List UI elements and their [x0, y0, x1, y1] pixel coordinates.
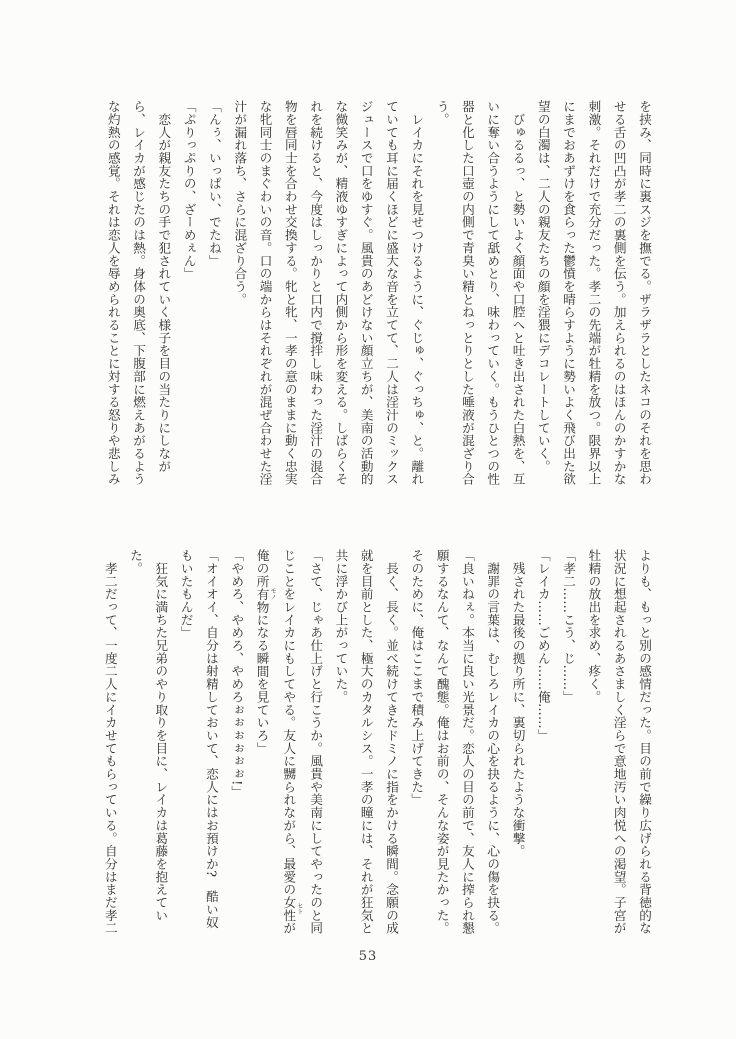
text-line: もいたもんだ」 — [178, 549, 194, 639]
text-line: た。 — [128, 549, 144, 575]
text-line: れを続けると、今度はしっかりと口内で撹拌し味わった淫汁の混合 — [308, 100, 324, 486]
text-line: 残された最後の拠り所に、裏切られたような衝撃。 — [510, 549, 526, 858]
text-line: 汁が漏れ落ち、さらに混ざり合う。 — [232, 100, 248, 306]
text-line: 「レイカ……ごめん……俺……」 — [535, 549, 551, 742]
text-line: 器と化した口壺の内側で青臭い精とねっとりとした唾液が混ざり合 — [459, 100, 475, 486]
ruby-annotated-word: 所有物 モノ — [254, 574, 277, 614]
page-number: 53 — [358, 949, 378, 964]
text-line: 俺の所有物 モノになる瞬間を見ていろ」 — [254, 549, 277, 755]
text-line: ていても耳に届くほどに盛大な音を立てて、二人は淫汁のミックス — [384, 100, 400, 486]
text-line: 牡精の放出を求め、疼く。 — [586, 549, 602, 704]
text-line: を挟み、同時に裏スジを撫でる。ザラザラとしたネコのそれを思わ — [637, 100, 652, 486]
text-line: 「やめろ、やめろ、やめろぉぉぉぉぉぉ!」 — [229, 549, 245, 799]
text-block-bottom — [97, 549, 657, 937]
text-line: 狂気に満ちた兄弟のやり取りを目に、レイカは葛藤を抱えてい — [153, 549, 169, 922]
text-line: 「んぅ、いっぱい、でたね」 — [206, 100, 222, 268]
text-line: せる舌の凹凸が孝二の裏側を伝う。加えられるのはほんのかすかな — [611, 100, 627, 486]
text-line: じことをレイカにもしてやる。友人に嬲られながら、最愛の女性 ヒトが — [281, 549, 303, 935]
text-line: よりも、もっと別の感情だった。目の前で繰り広げられる背徳的な — [637, 549, 652, 935]
text-line: 「さて、じゃあ仕上げと行こうか。風貴や美南にしてやったのと同 — [308, 549, 324, 935]
ruby-annotated-word: 女性 ヒト — [281, 895, 303, 922]
text-line: 「良いねぇ。本当に良い光景だ。恋人の目の前で、友人に搾られ懇 — [459, 549, 475, 935]
text-line: 物を唇同士を合わせ交換する。牝と牝、一孝の意のままに動く忠実 — [282, 100, 298, 486]
text-line: にまでおあずけを食らった鬱憤を晴らすように勢いよく飛び出た欲 — [561, 100, 577, 486]
text-line: な灼熱の感覚。それは恋人を辱められることに対する怒りや悲しみ — [105, 100, 121, 486]
text-line: ジュースで口をゆすぐ。風貴のあどけない顔立ちが、美南の活動的 — [358, 100, 374, 486]
text-line: 「孝二……こう、じ……」 — [561, 549, 577, 704]
text-block-top — [100, 100, 657, 488]
text-line: レイカにそれを見せつけるように、ぐじゅ、ぐっちゅ、と。離れ — [409, 100, 425, 486]
text-line: 刺激。それだけで充分だった。孝二の先端が牡精を放つ。限界以上 — [586, 100, 602, 486]
text-line: 「オイオイ、自分は射精しておいて、恋人にはお預けか? 酷い奴 — [203, 549, 219, 929]
text-line: 就を目前とした、極大のカタルシス。一孝の瞳には、それが狂気と — [358, 549, 374, 935]
text-line: いに奪い合うようにして舐めとり、味わっていく。もうひとつの性 — [485, 100, 501, 486]
text-line: 「ぷりっぷりの、ざーめぇん」 — [181, 100, 197, 280]
text-line: 謝罪の言葉は、むしろレイカの心を抉るように、心の傷を抉る。 — [485, 549, 501, 935]
text-line: 願するなんて、なんて醜態。俺はお前の、そんな姿が見たかった。 — [434, 549, 450, 935]
text-line: ら、レイカが感じたのは熱。身体の奥底、下腹部に燃えあがるよう — [131, 100, 147, 486]
text-line: 恋人が親友たちの手で犯されていく様子を目の当たりにしなが — [156, 100, 172, 473]
text-line: 共に浮かび上がっていた。 — [333, 549, 349, 704]
text-line: そのために、俺はここまで積み上げてきた」 — [409, 549, 425, 806]
text-line: びゅるるっ、と勢いよく顔面や口腔へと吐き出された白熱を、互 — [510, 100, 526, 486]
text-line: 状況に想起されるあさましく淫らで意地汚い肉悦への渇望。子宮が — [611, 549, 627, 935]
text-line: 長く、長く。並べ続けてきたドミノに指をかける瞬間。念願の成 — [384, 549, 400, 935]
text-line: な牝同士のまぐわいの音。口の端からはそれぞれが混ぜ合わせた淫 — [257, 100, 273, 486]
text-line: な微笑みが、精液ゆすぎによって内側から形を変える。しばらくそ — [333, 100, 349, 486]
text-line: 孝二だって、一度二人にイカせてもらっている。自分はまだ孝二 — [102, 549, 118, 935]
text-line: 望の白濁は、二人の親友たちの顔を淫猥にデコレートしていく。 — [535, 100, 551, 473]
text-line: う。 — [434, 100, 450, 126]
